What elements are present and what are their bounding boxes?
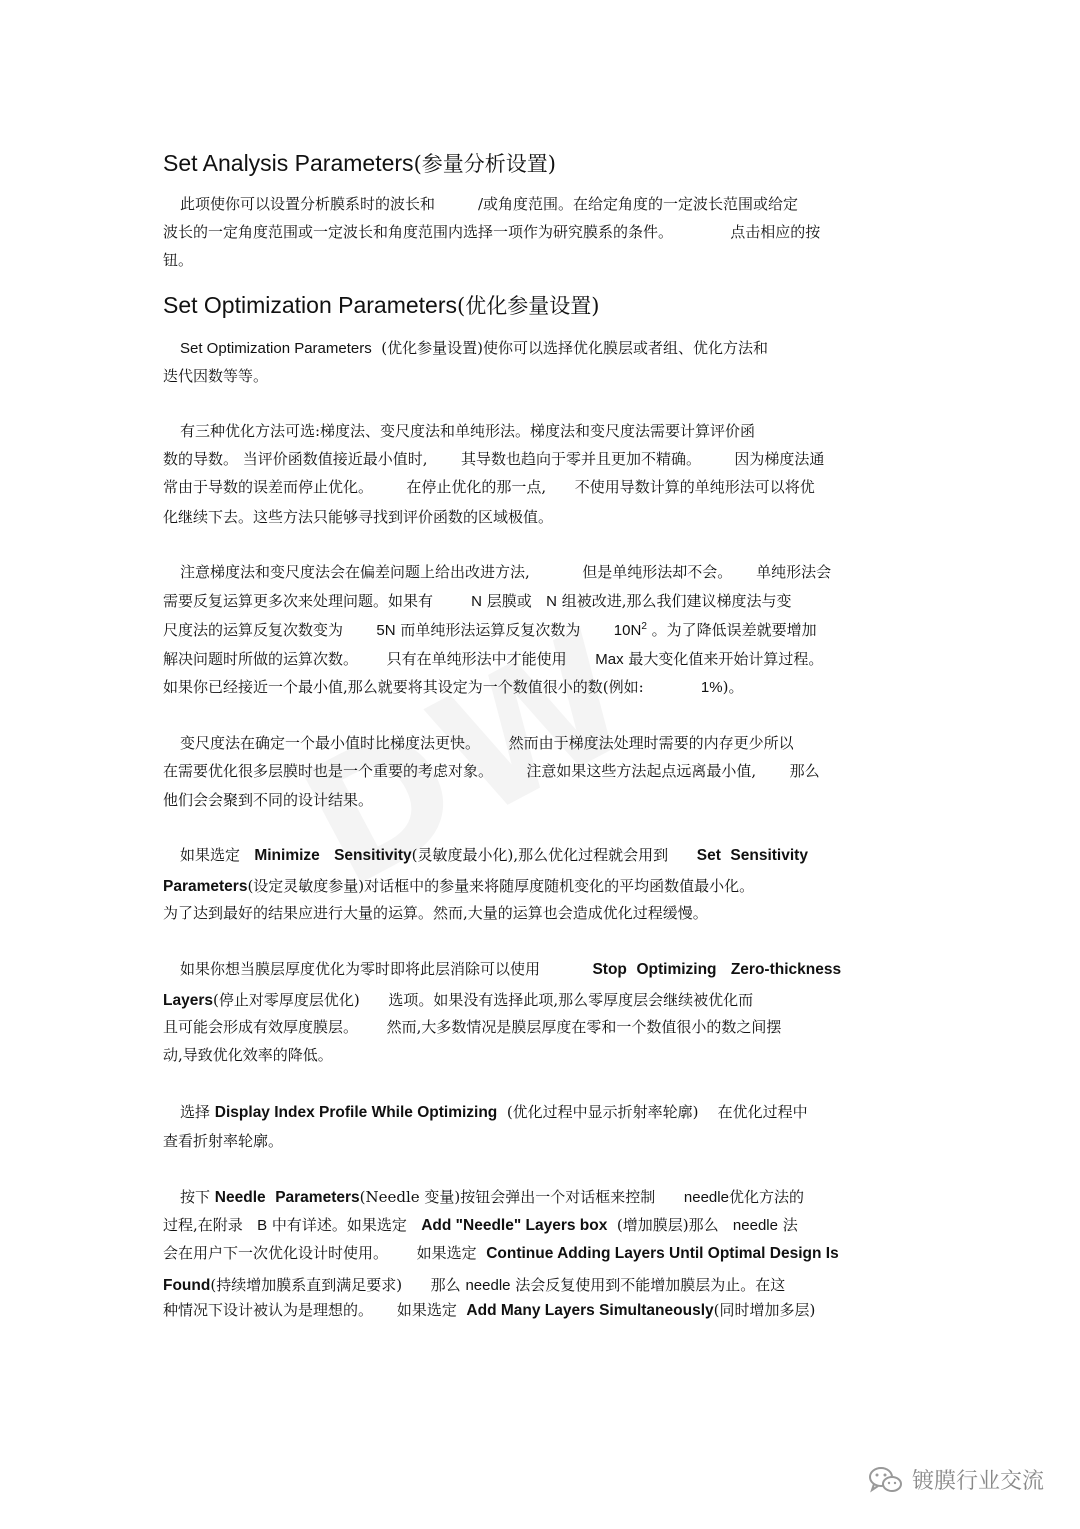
p8-line-1: 按下 Needle Parameters(Needle 变量)按钮会弹出一个对话框来控制 needle优化方法的 xyxy=(180,1188,804,1206)
heading-analysis: Set Analysis Parameters(参量分析设置) xyxy=(163,150,556,176)
p4-line-1: 变尺度法在确定一个最小值时比梯度法更快。 然而由于梯度法处理时需要的内存更少所以 xyxy=(180,734,794,752)
p6-line-3: 且可能会形成有效厚度膜层。 然而,大多数情况是膜层厚度在零和一个数值很小的数之间摆 xyxy=(163,1018,782,1036)
p2-line-1: 有三种优化方法可选:梯度法、变尺度法和单纯形法。梯度法和变尺度法需要计算评价函 xyxy=(180,422,756,440)
wechat-icon xyxy=(868,1465,904,1495)
p3-line-1: 注意梯度法和变尺度法会在偏差问题上给出改进方法, 但是单纯形法却不会。 单纯形法会 xyxy=(180,563,832,581)
p8-line-2: 过程,在附录 B 中有详述。如果选定 Add "Needle" Layers box (增加膜层)那么 needle 法 xyxy=(163,1216,798,1234)
p4-line-2: 在需要优化很多层膜时也是一个重要的考虑对象。 注意如果这些方法起点远离最小值, 那么 xyxy=(163,762,820,780)
p2-line-2: 数的导数。 当评价函数值接近最小值时, 其导数也趋向于零并且更加不精确。 因为梯度法通 xyxy=(163,450,825,468)
p2-line-3: 常由于导数的误差而停止优化。 在停止优化的那一点, 不使用导数计算的单纯形法可以将优 xyxy=(163,478,815,496)
p8-line-4: Found(持续增加膜系直到满足要求) 那么 needle 法会反复使用到不能增加膜层为止。在这 xyxy=(163,1276,786,1294)
p8-line-3: 会在用户下一次优化设计时使用。 如果选定 Continue Adding Layers Until Optimal Design Is xyxy=(163,1244,839,1262)
p7-line-2: 查看折射率轮廓。 xyxy=(163,1132,284,1150)
p5-line-1: 如果选定 Minimize Sensitivity(灵敏度最小化),那么优化过程就会用到 Set Sensitivity xyxy=(180,846,808,864)
p6-line-4: 动,导致优化效率的降低。 xyxy=(163,1046,333,1064)
analysis-line-2: 波长的一定角度范围或一定波长和角度范围内选择一项作为研究膜系的条件。 点击相应的按 xyxy=(163,223,821,241)
p5-line-3: 为了达到最好的结果应进行大量的运算。然而,大量的运算也会造成优化过程缓慢。 xyxy=(163,904,708,922)
p7-line-1: 选择 Display Index Profile While Optimizing (优化过程中显示折射率轮廓) 在优化过程中 xyxy=(180,1103,808,1121)
p3-line-5: 如果你已经接近一个最小值,那么就要将其设定为一个数值很小的数(例如: 1%)。 xyxy=(163,678,744,696)
analysis-line-3: 钮。 xyxy=(163,251,194,269)
footer-account xyxy=(868,1464,1044,1495)
p2-line-4: 化继续下去。这些方法只能够寻找到评价函数的区域极值。 xyxy=(163,508,554,526)
p6-line-2: Layers(停止对零厚度层优化) 选项。如果没有选择此项,那么零厚度层会继续被优化而 xyxy=(163,991,754,1009)
p4-line-3: 他们会会聚到不同的设计结果。 xyxy=(163,791,374,809)
footer-label: 镀膜行业交流 xyxy=(911,1469,1044,1494)
opt-intro-line-1: Set Optimization Parameters (优化参量设置)使你可以选择优化膜层或者组、优化方法和 xyxy=(180,339,769,357)
p6-line-1: 如果你想当膜层厚度优化为零时即将此层消除可以使用 Stop Optimizing Zero-thickness xyxy=(180,960,842,978)
p3-line-2: 需要反复运算更多次来处理问题。如果有 N 层膜或 N 组被改进,那么我们建议梯度法与变 xyxy=(163,592,792,610)
heading-optimization: Set Optimization Parameters(优化参量设置) xyxy=(163,292,600,318)
opt-intro-line-2: 迭代因数等等。 xyxy=(163,367,269,385)
p3-line-4: 解决问题时所做的运算次数。 只有在单纯形法中才能使用 Max 最大变化值来开始计算过程。 xyxy=(163,650,824,668)
analysis-line-1: 此项使你可以设置分析膜系时的波长和 /或角度范围。在给定角度的一定波长范围或给定 xyxy=(180,195,798,213)
p3-line-3: 尺度法的运算反复次数变为 5N 而单纯形法运算反复次数为 $10N^2$ 。为了降低误差就要增加 xyxy=(163,621,817,639)
p5-line-2: Parameters(设定灵敏度参量)对话框中的参量来将随厚度随机变化的平均函数值最小化。 xyxy=(163,877,755,895)
p8-line-5: 种情况下设计被认为是理想的。 如果选定 Add Many Layers Simultaneously(同时增加多层) xyxy=(163,1301,816,1319)
